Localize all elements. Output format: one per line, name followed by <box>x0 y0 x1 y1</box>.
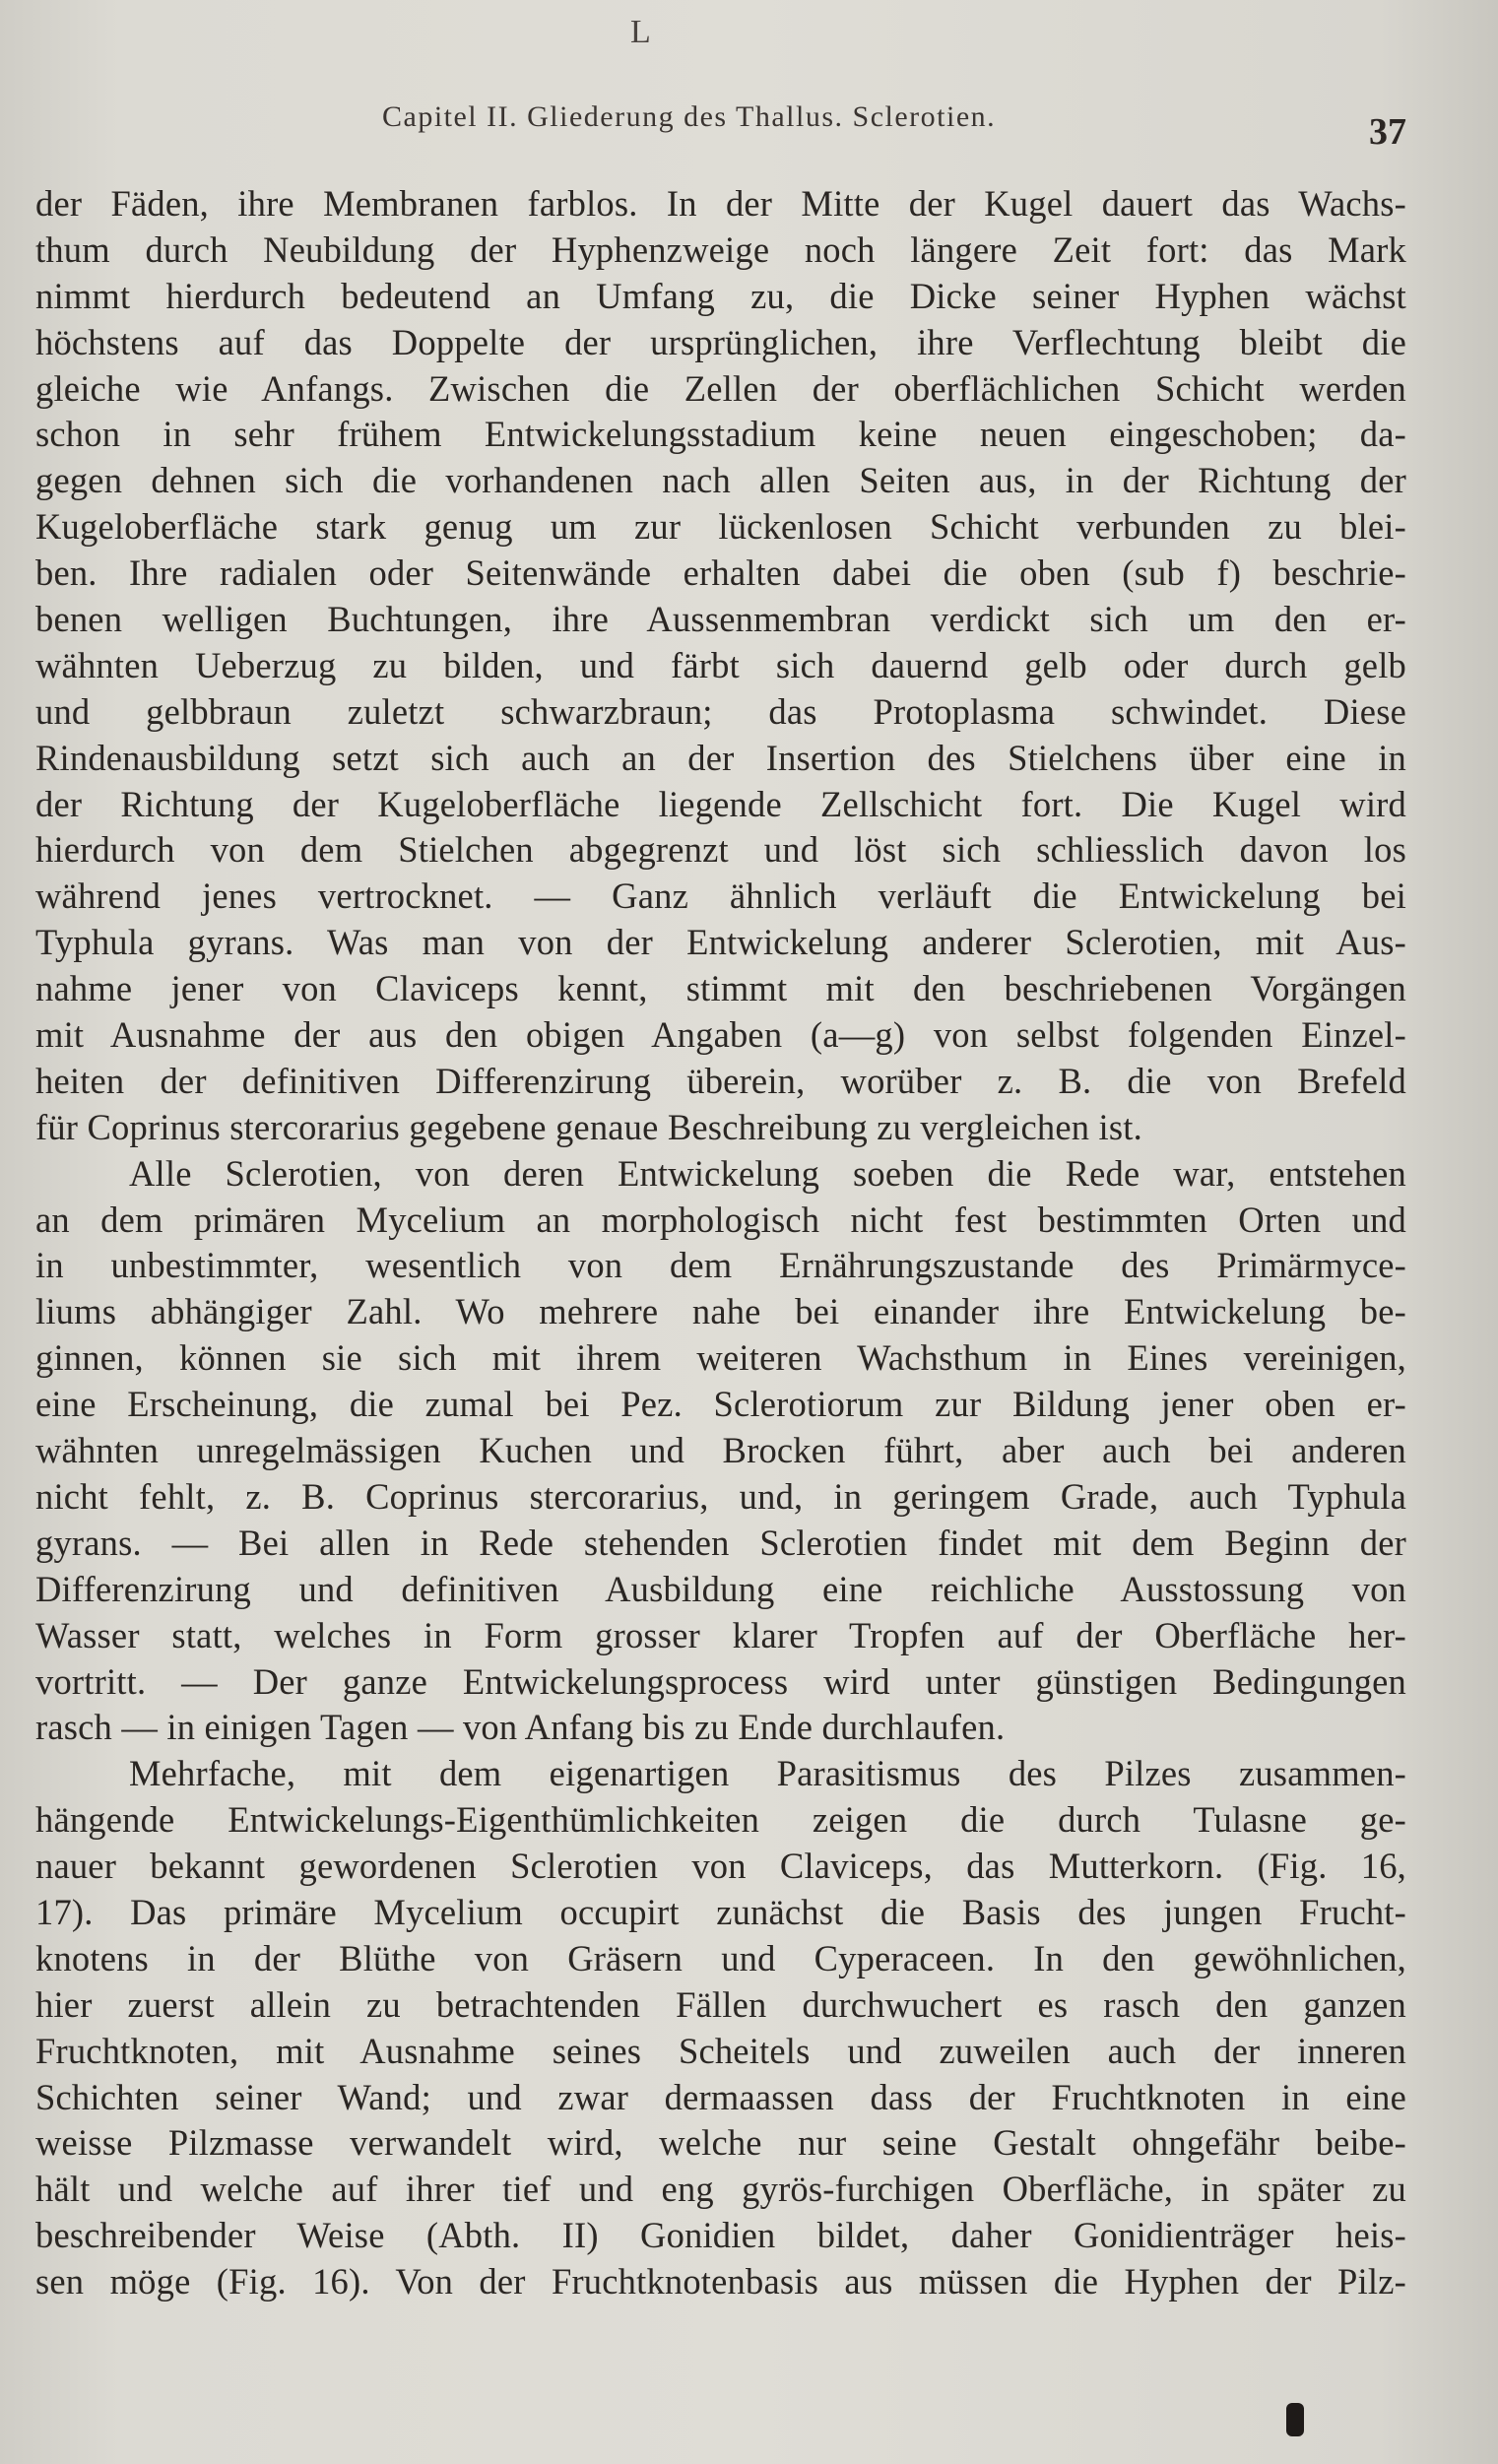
text-line: rasch — in einigen Tagen — von Anfang bis zu Ende durchlaufen. <box>35 1707 1006 1748</box>
text-line: Schichten seiner Wand; und zwar dermaassen dass der Fruchtknoten in eine <box>35 2076 1406 2117</box>
text-line: ginnen, können sie sich mit ihrem weiteren Wachsthum in Eines vereinigen, <box>35 1337 1406 1379</box>
text-line: Alle Sclerotien, von deren Entwickelung soeben die Rede war, entstehen <box>129 1152 1406 1194</box>
page-number: 37 <box>1369 111 1406 153</box>
page-top-mark: L <box>630 14 651 50</box>
text-line: knotens in der Blüthe von Gräsern und Cyperaceen. In den gewöhnlichen, <box>35 1937 1406 1978</box>
text-line: Fruchtknoten, mit Ausnahme seines Scheitels und zuweilen auch der inneren <box>35 2030 1406 2071</box>
running-head: Capitel II. Gliederung des Thallus. Sclerotien. <box>382 100 997 133</box>
text-line: höchstens auf das Doppelte der ursprünglichen, ihre Verflechtung bleibt die <box>35 321 1406 362</box>
text-line: Rindenausbildung setzt sich auch an der Insertion des Stielchens über eine in <box>35 737 1406 778</box>
text-line: an dem primären Mycelium an morphologisch nicht fest bestimmten Orten und <box>35 1199 1406 1240</box>
text-line: und gelbbraun zuletzt schwarzbraun; das Protoplasma schwindet. Diese <box>35 690 1406 732</box>
text-line: wähnten unregelmässigen Kuchen und Brocken führt, aber auch bei anderen <box>35 1430 1406 1471</box>
text-line: der Richtung der Kugeloberfläche liegende Zellschicht fort. Die Kugel wird <box>35 783 1406 824</box>
text-line: Wasser statt, welches in Form grosser klarer Tropfen auf der Oberfläche her- <box>35 1614 1406 1655</box>
text-line: gleiche wie Anfangs. Zwischen die Zellen der oberflächlichen Schicht werden <box>35 367 1406 409</box>
text-line: heiten der definitiven Differenzirung überein, worüber z. B. die von Brefeld <box>35 1060 1406 1101</box>
ink-blot-mark <box>1286 2403 1304 2436</box>
text-line: 17). Das primäre Mycelium occupirt zunächst die Basis des jungen Frucht- <box>35 1891 1406 1932</box>
text-line: nicht fehlt, z. B. Coprinus stercorarius, und, in geringem Grade, auch Typhula <box>35 1475 1406 1517</box>
text-line: hierdurch von dem Stielchen abgegrenzt und löst sich schliesslich davon los <box>35 829 1406 871</box>
text-line: thum durch Neubildung der Hyphenzweige noch längere Zeit fort: das Mark <box>35 228 1406 270</box>
text-line: vortritt. — Der ganze Entwickelungsprocess wird unter günstigen Bedingungen <box>35 1660 1406 1702</box>
text-line: beschreibender Weise (Abth. II) Gonidien bildet, daher Gonidienträger heis- <box>35 2215 1406 2256</box>
text-line: nahme jener von Claviceps kennt, stimmt mit den beschriebenen Vorgängen <box>35 968 1406 1009</box>
text-line: weisse Pilzmasse verwandelt wird, welche nur seine Gestalt ohngefähr beibe- <box>35 2122 1406 2164</box>
text-line: eine Erscheinung, die zumal bei Pez. Sclerotiorum zur Bildung jener oben er- <box>35 1384 1406 1425</box>
text-line: gyrans. — Bei allen in Rede stehenden Sclerotien findet mit dem Beginn der <box>35 1522 1406 1563</box>
text-line: liums abhängiger Zahl. Wo mehrere nahe bei einander ihre Entwickelung be- <box>35 1291 1406 1332</box>
text-line: Mehrfache, mit dem eigenartigen Parasitismus des Pilzes zusammen- <box>129 1753 1406 1794</box>
text-line: nimmt hierdurch bedeutend an Umfang zu, die Dicke seiner Hyphen wächst <box>35 275 1406 316</box>
text-line: benen welligen Buchtungen, ihre Aussenmembran verdickt sich um den er- <box>35 599 1406 640</box>
text-line: mit Ausnahme der aus den obigen Angaben (a—g) von selbst folgenden Einzel- <box>35 1014 1406 1056</box>
text-line: schon in sehr frühem Entwickelungsstadium keine neuen eingeschoben; da- <box>35 414 1406 455</box>
text-line: hängende Entwickelungs-Eigenthümlichkeiten zeigen die durch Tulasne ge- <box>35 1799 1406 1841</box>
text-line: sen möge (Fig. 16). Von der Fruchtknotenbasis aus müssen die Hyphen der Pilz- <box>35 2261 1406 2302</box>
text-line: hält und welche auf ihrer tief und eng gyrös-furchigen Oberfläche, in später zu <box>35 2169 1406 2210</box>
text-line: während jenes vertrocknet. — Ganz ähnlich verläuft die Entwickelung bei <box>35 875 1406 917</box>
text-line: gegen dehnen sich die vorhandenen nach allen Seiten aus, in der Richtung der <box>35 460 1406 501</box>
text-line: wähnten Ueberzug zu bilden, und färbt sich dauernd gelb oder durch gelb <box>35 644 1406 685</box>
text-line: nauer bekannt gewordenen Sclerotien von Claviceps, das Mutterkorn. (Fig. 16, <box>35 1846 1406 1887</box>
text-line: ben. Ihre radialen oder Seitenwände erhalten dabei die oben (sub f) beschrie- <box>35 552 1406 594</box>
body-text <box>35 181 1406 2305</box>
text-line: in unbestimmter, wesentlich von dem Ernährungszustande des Primärmyce- <box>35 1245 1406 1286</box>
text-line: Differenzirung und definitiven Ausbildung eine reichliche Ausstossung von <box>35 1568 1406 1609</box>
text-line: der Fäden, ihre Membranen farblos. In der Mitte der Kugel dauert das Wachs- <box>35 183 1406 224</box>
text-line: hier zuerst allein zu betrachtenden Fällen durchwuchert es rasch den ganzen <box>35 1983 1406 2025</box>
text-line: Typhula gyrans. Was man von der Entwickelung anderer Sclerotien, mit Aus- <box>35 922 1406 963</box>
text-line: Kugeloberfläche stark genug um zur lückenlosen Schicht verbunden zu blei- <box>35 506 1406 548</box>
text-line: für Coprinus stercorarius gegebene genaue Beschreibung zu vergleichen ist. <box>35 1106 1142 1147</box>
